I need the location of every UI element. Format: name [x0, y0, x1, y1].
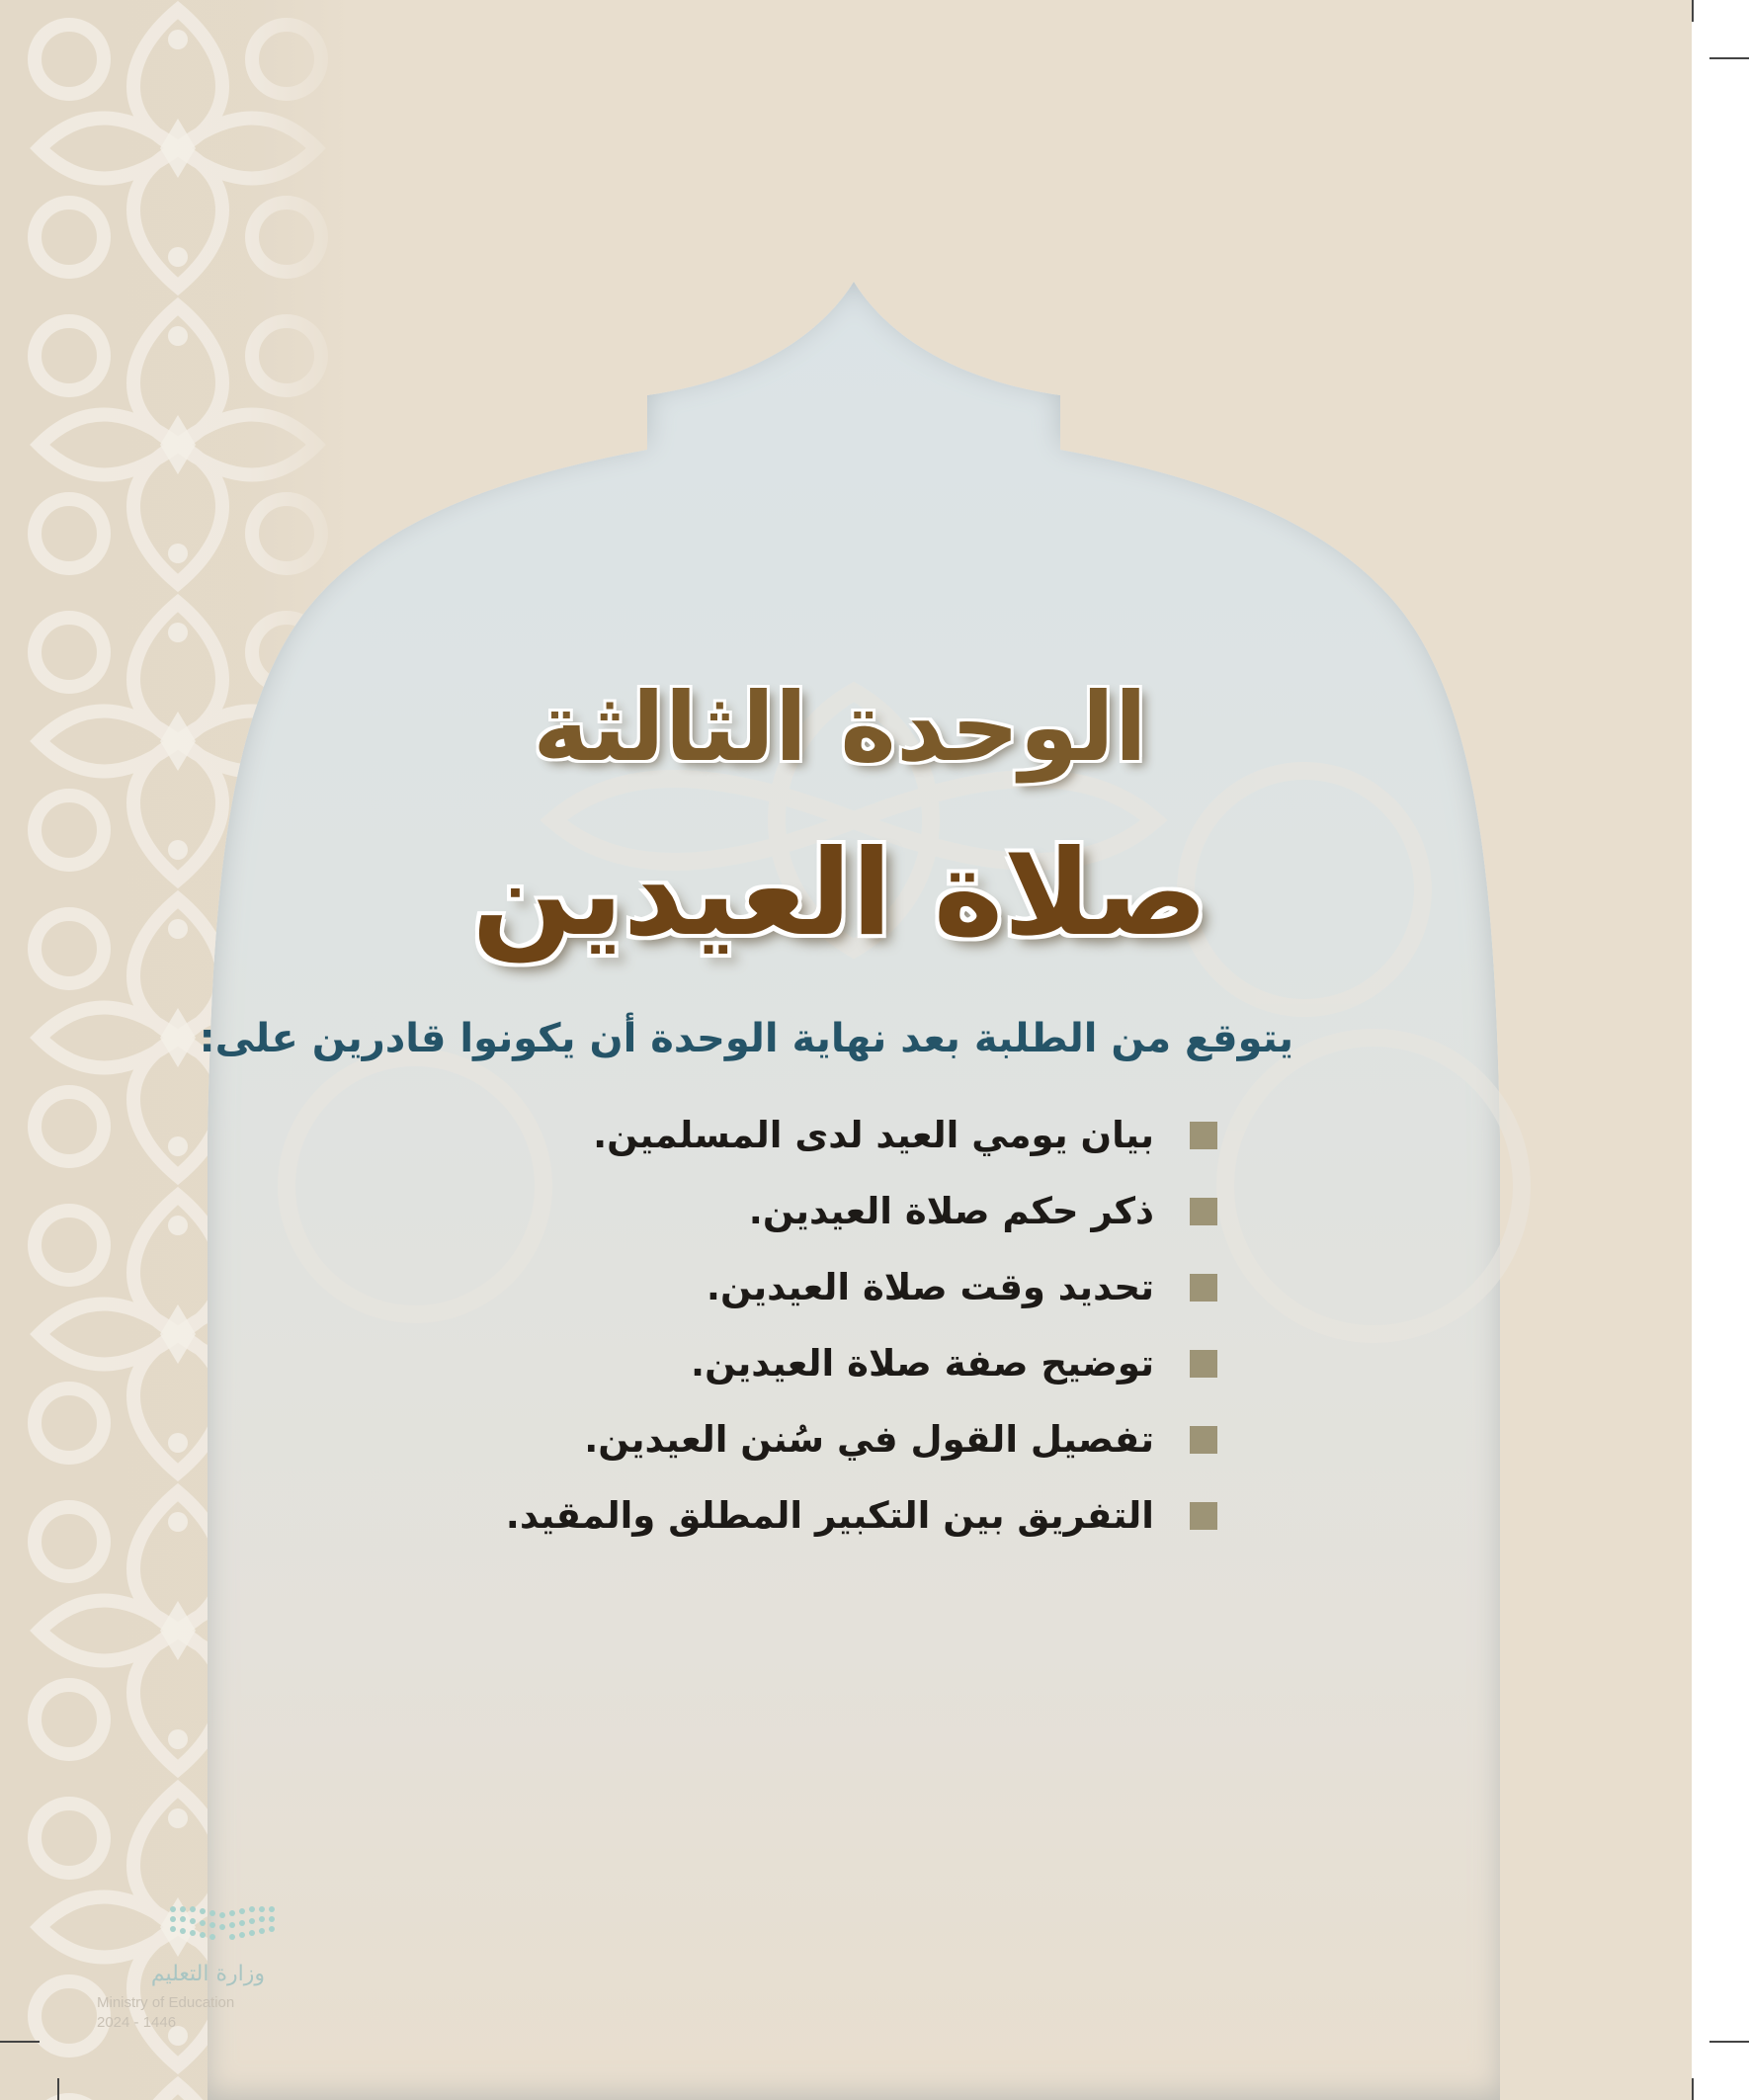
page-margin [1692, 0, 1749, 2100]
objective-text: تفصيل القول في سُنن العيدين. [584, 1418, 1154, 1461]
objective-item [506, 1401, 1217, 1477]
objective-item [506, 1173, 1217, 1249]
objective-text: تحديد وقت صلاة العيدين. [706, 1266, 1154, 1308]
crop-mark [1709, 57, 1749, 59]
square-bullet-icon [1190, 1502, 1217, 1530]
ministry-name-arabic: وزارة التعليم [150, 1962, 265, 1986]
objectives-intro: يتوقع من الطلبة بعد نهاية الوحدة أن يكونوا قادرين على: [199, 1016, 1293, 1061]
objective-text: بيان يومي العيد لدى المسلمين. [593, 1114, 1154, 1156]
square-bullet-icon [1190, 1122, 1217, 1149]
crop-mark [1692, 0, 1694, 22]
objectives-list [506, 1097, 1217, 1554]
square-bullet-icon [1190, 1198, 1217, 1225]
objective-text: توضيح صفة صلاة العيدين. [691, 1342, 1154, 1385]
square-bullet-icon [1190, 1426, 1217, 1454]
objective-item [506, 1097, 1217, 1173]
ministry-logo-icon [94, 1897, 321, 1967]
objective-item [506, 1325, 1217, 1401]
objective-item [506, 1249, 1217, 1325]
crop-mark [1692, 2078, 1694, 2100]
objective-text: ذكر حكم صلاة العيدين. [748, 1190, 1154, 1232]
edition-year: 2024 - 1446 [97, 2014, 177, 2031]
crop-mark [57, 2078, 59, 2100]
square-bullet-icon [1190, 1350, 1217, 1378]
objective-text: التفريق بين التكبير المطلق والمقيد. [505, 1494, 1154, 1537]
ministry-name-english: Ministry of Education [97, 1994, 235, 2011]
crop-mark [0, 2041, 40, 2043]
objective-item [506, 1477, 1217, 1554]
square-bullet-icon [1190, 1274, 1217, 1302]
lesson-title: صلاة العيدين [471, 825, 1208, 963]
unit-title: الوحدة الثالثة [533, 672, 1147, 783]
crop-mark [1709, 2041, 1749, 2043]
